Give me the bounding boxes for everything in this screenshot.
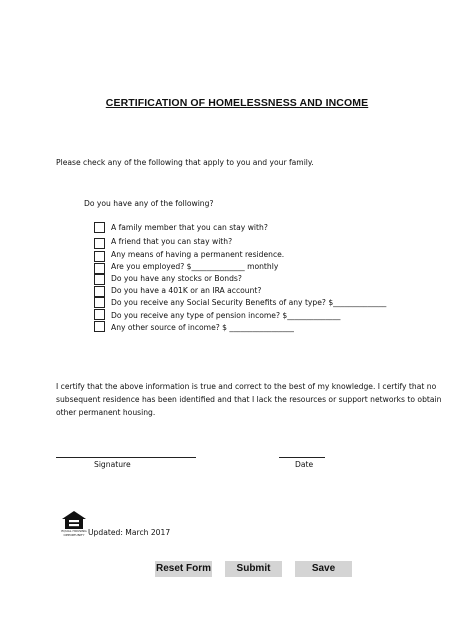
checkbox-stocks-bonds[interactable] [94,274,105,285]
reset-form-button[interactable]: Reset Form [155,561,212,577]
date-line[interactable] [279,457,325,458]
checklist-label-employed: Are you employed? $______________ monthly [111,262,279,271]
equal-housing-logo-text: EQUAL HOUSING OPPORTUNITY [61,529,87,537]
certification-paragraph [56,380,442,419]
checklist-label-other-income: Any other source of income? $ _________________ [111,323,294,332]
checkbox-employed[interactable] [94,263,105,274]
checkbox-friend[interactable] [94,238,105,249]
checklist-label-social-security: Do you receive any Social Security Benefits of any type? $______________ [111,298,387,307]
document-title: CERTIFICATION OF HOMELESSNESS AND INCOME [105,97,369,109]
certification-line: I certify that the above information is true and correct to the best of my knowledge. I certify that no [56,382,437,391]
equal-housing-logo [60,510,88,538]
instructions-text: Please check any of the following that apply to you and your family. [56,158,314,167]
question-text: Do you have any of the following? [84,199,214,208]
save-button[interactable]: Save [295,561,352,577]
signature-label: Signature [94,460,131,469]
submit-button[interactable]: Submit [225,561,282,577]
date-label: Date [295,460,314,469]
signature-line[interactable] [56,457,196,458]
checkbox-social-security[interactable] [94,297,105,308]
checkbox-permanent-residence[interactable] [94,251,105,262]
checklist-label-permanent-residence: Any means of having a permanent residence. [111,250,285,259]
certification-line: other permanent housing. [56,408,156,417]
checkbox-other-income[interactable] [94,321,105,332]
certification-line: subsequent residence has been identified and that I lack the resources or support networks to obtain [56,395,442,404]
checklist-label-family-member: A family member that you can stay with? [111,223,268,232]
checklist-label-friend: A friend that you can stay with? [111,237,233,246]
checklist-label-stocks-bonds: Do you have any stocks or Bonds? [111,274,242,283]
checkbox-401k-ira[interactable] [94,286,105,297]
updated-date: Updated: March 2017 [88,528,171,537]
checklist-label-401k-ira: Do you have a 401K or an IRA account? [111,286,262,295]
checkbox-pension[interactable] [94,309,105,320]
checkbox-family-member[interactable] [94,222,105,233]
checklist-label-pension: Do you receive any type of pension income? $______________ [111,311,341,320]
